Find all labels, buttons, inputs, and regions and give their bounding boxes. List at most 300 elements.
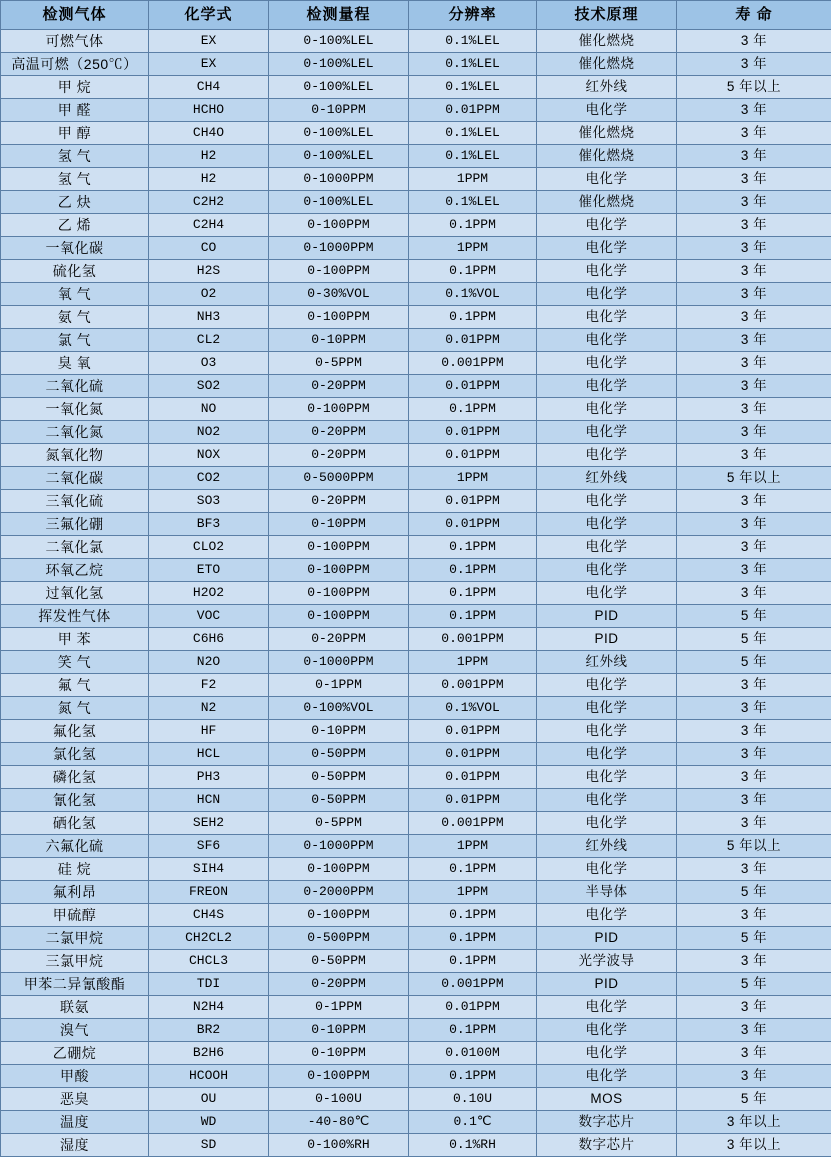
cell-formula: CL2 (149, 329, 269, 352)
column-header-formula: 化学式 (149, 1, 269, 30)
cell-res: 0.1PPM (409, 536, 537, 559)
cell-name: 氰化氢 (1, 789, 149, 812)
cell-name: 氢 气 (1, 168, 149, 191)
table-row (1, 53, 831, 76)
cell-res: 0.1PPM (409, 858, 537, 881)
cell-life: 5 年 (677, 881, 831, 904)
cell-life: 3 年 (677, 329, 831, 352)
cell-tech: 电化学 (537, 697, 677, 720)
cell-tech: 电化学 (537, 237, 677, 260)
cell-tech: MOS (537, 1088, 677, 1111)
table-row (1, 306, 831, 329)
table-row (1, 99, 831, 122)
column-header-gas: 检测气体 (1, 1, 149, 30)
cell-tech: 电化学 (537, 812, 677, 835)
cell-life: 5 年以上 (677, 835, 831, 858)
cell-formula: O2 (149, 283, 269, 306)
cell-range: 0-1PPM (269, 996, 409, 1019)
cell-name: 三氧化硫 (1, 490, 149, 513)
cell-formula: H2 (149, 145, 269, 168)
cell-name: 硅 烷 (1, 858, 149, 881)
cell-name: 乙 烯 (1, 214, 149, 237)
cell-range: 0-100%VOL (269, 697, 409, 720)
cell-life: 3 年 (677, 122, 831, 145)
table-row (1, 697, 831, 720)
cell-tech: PID (537, 605, 677, 628)
cell-res: 0.001PPM (409, 812, 537, 835)
cell-life: 5 年 (677, 1088, 831, 1111)
column-header-technology: 技术原理 (537, 1, 677, 30)
cell-life: 3 年 (677, 191, 831, 214)
cell-res: 0.1℃ (409, 1111, 537, 1134)
cell-formula: VOC (149, 605, 269, 628)
cell-tech: 电化学 (537, 306, 677, 329)
cell-formula: FREON (149, 881, 269, 904)
cell-tech: 电化学 (537, 720, 677, 743)
cell-res: 0.1%VOL (409, 697, 537, 720)
table-row (1, 237, 831, 260)
cell-res: 0.01PPM (409, 789, 537, 812)
table-row (1, 352, 831, 375)
cell-range: 0-10PPM (269, 99, 409, 122)
cell-formula: CO2 (149, 467, 269, 490)
table-row (1, 720, 831, 743)
cell-life: 3 年 (677, 421, 831, 444)
cell-res: 0.1PPM (409, 306, 537, 329)
cell-range: 0-5000PPM (269, 467, 409, 490)
cell-range: 0-100PPM (269, 306, 409, 329)
cell-range: 0-10PPM (269, 329, 409, 352)
cell-range: 0-10PPM (269, 1019, 409, 1042)
table-row (1, 766, 831, 789)
cell-name: 乙 炔 (1, 191, 149, 214)
cell-name: 环氧乙烷 (1, 559, 149, 582)
table-row (1, 1065, 831, 1088)
cell-life: 5 年 (677, 605, 831, 628)
table-row (1, 1019, 831, 1042)
cell-res: 0.0100M (409, 1042, 537, 1065)
cell-res: 0.1PPM (409, 398, 537, 421)
cell-tech: 电化学 (537, 513, 677, 536)
table-row (1, 904, 831, 927)
table-row (1, 1134, 831, 1157)
cell-name: 二氯甲烷 (1, 927, 149, 950)
cell-formula: SF6 (149, 835, 269, 858)
cell-range: 0-20PPM (269, 375, 409, 398)
cell-name: 联氨 (1, 996, 149, 1019)
cell-name: 氯化氢 (1, 743, 149, 766)
table-row (1, 743, 831, 766)
cell-life: 3 年 (677, 743, 831, 766)
cell-life: 3 年 (677, 214, 831, 237)
cell-range: 0-50PPM (269, 950, 409, 973)
cell-name: 氟利昂 (1, 881, 149, 904)
cell-tech: 电化学 (537, 375, 677, 398)
cell-formula: CH4 (149, 76, 269, 99)
cell-range: 0-5PPM (269, 812, 409, 835)
cell-tech: PID (537, 973, 677, 996)
cell-range: 0-100%LEL (269, 76, 409, 99)
cell-range: 0-100PPM (269, 904, 409, 927)
cell-life: 3 年 (677, 1019, 831, 1042)
cell-life: 3 年 (677, 145, 831, 168)
cell-life: 3 年 (677, 697, 831, 720)
cell-life: 5 年 (677, 651, 831, 674)
cell-tech: 电化学 (537, 444, 677, 467)
cell-formula: NO2 (149, 421, 269, 444)
cell-range: 0-50PPM (269, 766, 409, 789)
cell-name: 氟 气 (1, 674, 149, 697)
cell-name: 三氟化硼 (1, 513, 149, 536)
cell-name: 甲硫醇 (1, 904, 149, 927)
cell-tech: 电化学 (537, 421, 677, 444)
cell-life: 3 年 (677, 950, 831, 973)
table-row (1, 536, 831, 559)
cell-tech: 光学波导 (537, 950, 677, 973)
cell-name: 二氧化氯 (1, 536, 149, 559)
cell-formula: BR2 (149, 1019, 269, 1042)
cell-name: 挥发性气体 (1, 605, 149, 628)
cell-formula: OU (149, 1088, 269, 1111)
cell-res: 0.01PPM (409, 766, 537, 789)
cell-formula: H2S (149, 260, 269, 283)
cell-res: 0.1PPM (409, 950, 537, 973)
cell-formula: NO (149, 398, 269, 421)
table-row (1, 398, 831, 421)
cell-res: 0.01PPM (409, 720, 537, 743)
cell-formula: EX (149, 30, 269, 53)
cell-range: 0-50PPM (269, 789, 409, 812)
header-row (1, 1, 831, 30)
cell-formula: TDI (149, 973, 269, 996)
cell-tech: 电化学 (537, 559, 677, 582)
cell-formula: C2H4 (149, 214, 269, 237)
cell-name: 高温可燃（250℃） (1, 53, 149, 76)
cell-life: 3 年 (677, 858, 831, 881)
cell-life: 3 年以上 (677, 1134, 831, 1157)
cell-range: 0-100PPM (269, 214, 409, 237)
cell-name: 硒化氢 (1, 812, 149, 835)
cell-res: 0.01PPM (409, 490, 537, 513)
cell-range: 0-20PPM (269, 421, 409, 444)
cell-range: 0-1PPM (269, 674, 409, 697)
cell-res: 0.01PPM (409, 743, 537, 766)
table-row (1, 881, 831, 904)
column-header-resolution: 分辨率 (409, 1, 537, 30)
cell-name: 溴气 (1, 1019, 149, 1042)
table-row (1, 835, 831, 858)
cell-name: 笑 气 (1, 651, 149, 674)
table-row (1, 605, 831, 628)
cell-formula: N2O (149, 651, 269, 674)
cell-life: 3 年 (677, 237, 831, 260)
cell-tech: 电化学 (537, 1019, 677, 1042)
cell-life: 3 年 (677, 168, 831, 191)
cell-life: 3 年 (677, 260, 831, 283)
cell-res: 0.1PPM (409, 605, 537, 628)
table-row (1, 651, 831, 674)
cell-formula: HCHO (149, 99, 269, 122)
cell-tech: 催化燃烧 (537, 145, 677, 168)
cell-tech: 电化学 (537, 789, 677, 812)
cell-res: 0.1PPM (409, 927, 537, 950)
cell-formula: SO2 (149, 375, 269, 398)
cell-name: 六氟化硫 (1, 835, 149, 858)
cell-life: 3 年 (677, 30, 831, 53)
cell-formula: CHCL3 (149, 950, 269, 973)
column-header-lifetime: 寿 命 (677, 1, 831, 30)
cell-name: 温度 (1, 1111, 149, 1134)
cell-res: 0.10U (409, 1088, 537, 1111)
cell-formula: F2 (149, 674, 269, 697)
cell-name: 臭 氧 (1, 352, 149, 375)
cell-res: 0.1%LEL (409, 53, 537, 76)
table-row (1, 260, 831, 283)
cell-res: 0.1PPM (409, 559, 537, 582)
cell-formula: B2H6 (149, 1042, 269, 1065)
cell-life: 3 年 (677, 1042, 831, 1065)
cell-res: 0.1%LEL (409, 30, 537, 53)
cell-tech: 电化学 (537, 1065, 677, 1088)
cell-life: 3 年 (677, 789, 831, 812)
cell-range: 0-20PPM (269, 628, 409, 651)
cell-res: 0.01PPM (409, 99, 537, 122)
cell-life: 3 年 (677, 283, 831, 306)
cell-range: 0-1000PPM (269, 651, 409, 674)
table-row (1, 467, 831, 490)
cell-res: 0.1%VOL (409, 283, 537, 306)
cell-name: 甲 醇 (1, 122, 149, 145)
cell-tech: 红外线 (537, 651, 677, 674)
table-row (1, 76, 831, 99)
cell-tech: 红外线 (537, 76, 677, 99)
cell-life: 5 年 (677, 973, 831, 996)
cell-life: 3 年 (677, 766, 831, 789)
cell-res: 1PPM (409, 881, 537, 904)
cell-range: 0-500PPM (269, 927, 409, 950)
cell-res: 0.001PPM (409, 674, 537, 697)
cell-formula: H2O2 (149, 582, 269, 605)
cell-life: 3 年 (677, 559, 831, 582)
cell-name: 甲 醛 (1, 99, 149, 122)
cell-name: 湿度 (1, 1134, 149, 1157)
cell-life: 3 年 (677, 904, 831, 927)
cell-tech: 电化学 (537, 536, 677, 559)
table-row (1, 283, 831, 306)
cell-range: 0-20PPM (269, 444, 409, 467)
table-row (1, 559, 831, 582)
cell-life: 3 年 (677, 582, 831, 605)
cell-formula: SIH4 (149, 858, 269, 881)
cell-res: 0.1PPM (409, 582, 537, 605)
cell-formula: NOX (149, 444, 269, 467)
cell-formula: HCL (149, 743, 269, 766)
cell-life: 5 年以上 (677, 76, 831, 99)
cell-formula: HF (149, 720, 269, 743)
table-row (1, 30, 831, 53)
cell-name: 三氯甲烷 (1, 950, 149, 973)
cell-range: 0-100PPM (269, 858, 409, 881)
cell-name: 一氧化碳 (1, 237, 149, 260)
table-row (1, 145, 831, 168)
cell-name: 磷化氢 (1, 766, 149, 789)
cell-range: 0-100%LEL (269, 122, 409, 145)
cell-res: 0.1PPM (409, 214, 537, 237)
cell-tech: 电化学 (537, 904, 677, 927)
cell-formula: SD (149, 1134, 269, 1157)
cell-life: 3 年 (677, 490, 831, 513)
cell-res: 0.1%LEL (409, 191, 537, 214)
cell-range: 0-100PPM (269, 582, 409, 605)
cell-tech: 电化学 (537, 214, 677, 237)
cell-life: 3 年 (677, 99, 831, 122)
cell-range: 0-5PPM (269, 352, 409, 375)
cell-formula: HCOOH (149, 1065, 269, 1088)
cell-name: 乙硼烷 (1, 1042, 149, 1065)
cell-formula: HCN (149, 789, 269, 812)
cell-life: 3 年 (677, 444, 831, 467)
cell-tech: 数字芯片 (537, 1111, 677, 1134)
cell-life: 3 年以上 (677, 1111, 831, 1134)
cell-name: 氮 气 (1, 697, 149, 720)
cell-tech: 红外线 (537, 835, 677, 858)
cell-formula: CH4O (149, 122, 269, 145)
table-row (1, 421, 831, 444)
cell-res: 0.01PPM (409, 421, 537, 444)
table-row (1, 858, 831, 881)
table-row (1, 1088, 831, 1111)
table-row (1, 927, 831, 950)
cell-life: 3 年 (677, 1065, 831, 1088)
column-header-range: 检测量程 (269, 1, 409, 30)
cell-formula: CLO2 (149, 536, 269, 559)
cell-res: 0.1%LEL (409, 145, 537, 168)
table-row (1, 950, 831, 973)
cell-name: 氧 气 (1, 283, 149, 306)
cell-range: -40-80℃ (269, 1111, 409, 1134)
cell-life: 3 年 (677, 513, 831, 536)
cell-range: 0-10PPM (269, 1042, 409, 1065)
cell-range: 0-100PPM (269, 559, 409, 582)
table-row (1, 1042, 831, 1065)
cell-range: 0-100%LEL (269, 53, 409, 76)
cell-res: 1PPM (409, 651, 537, 674)
cell-name: 一氧化氮 (1, 398, 149, 421)
cell-name: 氨 气 (1, 306, 149, 329)
cell-formula: CH4S (149, 904, 269, 927)
table-row (1, 329, 831, 352)
cell-res: 0.001PPM (409, 628, 537, 651)
cell-formula: C2H2 (149, 191, 269, 214)
cell-tech: 电化学 (537, 674, 677, 697)
cell-formula: BF3 (149, 513, 269, 536)
cell-name: 甲 苯 (1, 628, 149, 651)
cell-tech: 电化学 (537, 1042, 677, 1065)
cell-formula: CO (149, 237, 269, 260)
table-header (1, 1, 831, 30)
cell-res: 0.001PPM (409, 352, 537, 375)
cell-tech: 电化学 (537, 168, 677, 191)
cell-range: 0-100%RH (269, 1134, 409, 1157)
cell-tech: 电化学 (537, 766, 677, 789)
cell-range: 0-2000PPM (269, 881, 409, 904)
table-row (1, 375, 831, 398)
cell-name: 二氧化氮 (1, 421, 149, 444)
cell-res: 0.1PPM (409, 260, 537, 283)
cell-tech: PID (537, 927, 677, 950)
cell-name: 二氧化硫 (1, 375, 149, 398)
cell-tech: 电化学 (537, 996, 677, 1019)
cell-life: 3 年 (677, 720, 831, 743)
table-row (1, 1111, 831, 1134)
cell-formula: N2H4 (149, 996, 269, 1019)
cell-res: 1PPM (409, 237, 537, 260)
cell-res: 0.01PPM (409, 375, 537, 398)
cell-tech: 电化学 (537, 99, 677, 122)
cell-name: 恶臭 (1, 1088, 149, 1111)
cell-range: 0-100%LEL (269, 145, 409, 168)
cell-tech: 催化燃烧 (537, 191, 677, 214)
cell-res: 0.01PPM (409, 329, 537, 352)
cell-res: 1PPM (409, 467, 537, 490)
cell-formula: O3 (149, 352, 269, 375)
cell-life: 3 年 (677, 398, 831, 421)
cell-life: 3 年 (677, 352, 831, 375)
table-row (1, 789, 831, 812)
table-row (1, 191, 831, 214)
cell-life: 5 年 (677, 927, 831, 950)
table-body (1, 30, 831, 1157)
cell-res: 0.01PPM (409, 996, 537, 1019)
cell-name: 过氧化氢 (1, 582, 149, 605)
table-row (1, 168, 831, 191)
cell-res: 0.1PPM (409, 1065, 537, 1088)
cell-formula: SEH2 (149, 812, 269, 835)
cell-formula: ETO (149, 559, 269, 582)
cell-life: 3 年 (677, 996, 831, 1019)
table-row (1, 812, 831, 835)
cell-range: 0-1000PPM (269, 835, 409, 858)
cell-tech: 红外线 (537, 467, 677, 490)
cell-res: 0.01PPM (409, 444, 537, 467)
cell-name: 甲 烷 (1, 76, 149, 99)
cell-tech: 催化燃烧 (537, 122, 677, 145)
cell-range: 0-50PPM (269, 743, 409, 766)
cell-tech: 电化学 (537, 582, 677, 605)
cell-range: 0-100%LEL (269, 30, 409, 53)
cell-res: 0.1PPM (409, 1019, 537, 1042)
cell-formula: SO3 (149, 490, 269, 513)
cell-range: 0-100PPM (269, 260, 409, 283)
cell-name: 氢 气 (1, 145, 149, 168)
cell-tech: 电化学 (537, 743, 677, 766)
cell-res: 1PPM (409, 835, 537, 858)
cell-res: 0.001PPM (409, 973, 537, 996)
cell-tech: 电化学 (537, 352, 677, 375)
cell-range: 0-1000PPM (269, 168, 409, 191)
cell-range: 0-100PPM (269, 1065, 409, 1088)
cell-name: 硫化氢 (1, 260, 149, 283)
cell-tech: 数字芯片 (537, 1134, 677, 1157)
cell-formula: NH3 (149, 306, 269, 329)
cell-name: 甲酸 (1, 1065, 149, 1088)
cell-life: 3 年 (677, 375, 831, 398)
table-row (1, 513, 831, 536)
cell-range: 0-100%LEL (269, 191, 409, 214)
cell-res: 0.01PPM (409, 513, 537, 536)
cell-tech: 电化学 (537, 260, 677, 283)
cell-formula: N2 (149, 697, 269, 720)
